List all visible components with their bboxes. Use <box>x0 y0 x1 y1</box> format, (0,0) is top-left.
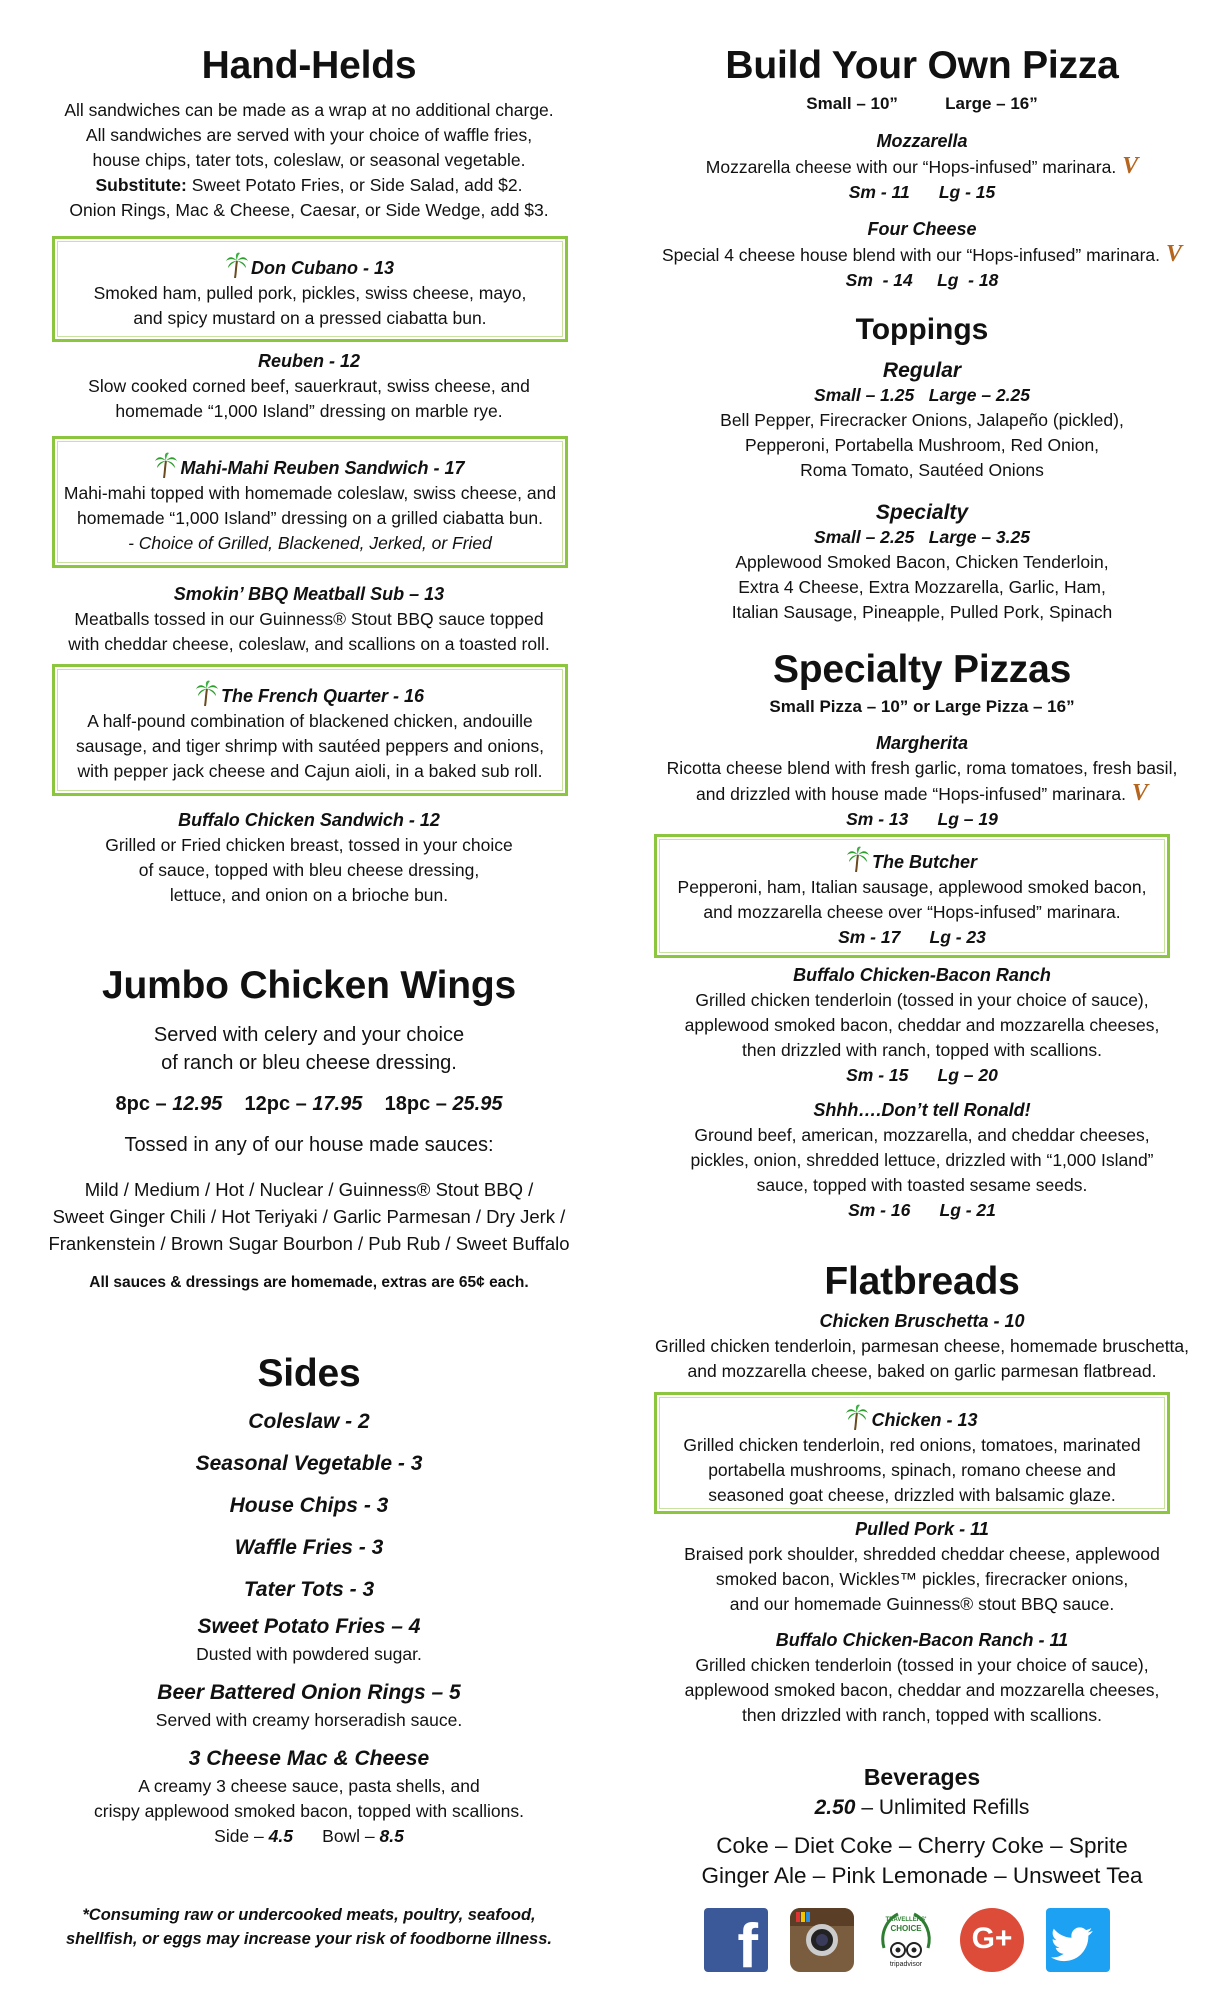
mac-side-label: Side – <box>214 1826 269 1846</box>
item-desc: Grilled chicken tenderloin (tossed in your choice of sauce), <box>695 990 1149 1010</box>
side-sweet-potato <box>0 1612 618 1667</box>
featured-box-chicken-flatbread <box>654 1392 1170 1514</box>
item-desc: lettuce, and onion on a brioche bun. <box>169 885 449 905</box>
beverages-title: Beverages <box>863 1764 981 1790</box>
side-onion-rings <box>0 1678 618 1733</box>
item-desc: Braised pork shoulder, shredded cheddar cheese, applewood <box>684 1544 1160 1564</box>
flatbread-pulled-pork <box>630 1517 1214 1617</box>
side-item: Seasonal Vegetable - 3 <box>195 1452 423 1475</box>
palm-tree-icon <box>155 452 177 478</box>
item-desc: Ricotta cheese blend with fresh garlic, roma tomatoes, fresh basil, <box>666 758 1178 778</box>
wing-size-label: 18pc – <box>384 1093 453 1115</box>
toppings-regular <box>630 358 1214 483</box>
pizza-buffalo-ranch <box>630 963 1214 1088</box>
item-desc: and drizzled with house made “Hops-infused” marinara. <box>696 784 1126 804</box>
twitter-icon[interactable] <box>1046 1908 1110 1972</box>
item-desc: homemade “1,000 Island” dressing on a grilled ciabatta bun. <box>77 508 543 528</box>
item-name: Mozzarella <box>876 131 968 151</box>
vegetarian-icon: V <box>1166 241 1183 267</box>
sides-title: Sides <box>257 1352 361 1395</box>
item-desc: Slow cooked corned beef, sauerkraut, swiss cheese, and <box>88 376 530 396</box>
byo-title: Build Your Own Pizza <box>725 44 1119 87</box>
item-name: Margherita <box>875 733 969 753</box>
mac-side-price: 4.5 <box>268 1826 293 1846</box>
item-name: Shhh….Don’t tell Ronald! <box>813 1100 1031 1120</box>
topping-list: Roma Tomato, Sautéed Onions <box>800 460 1044 480</box>
item-desc: sauce, topped with toasted sesame seeds. <box>756 1175 1088 1195</box>
item-desc: Grilled chicken tenderloin, parmesan cheese, homemade bruschetta, <box>654 1336 1190 1356</box>
byo-mozzarella <box>630 129 1214 205</box>
handhelds-title: Hand-Helds <box>201 44 417 87</box>
side-item: Beer Battered Onion Rings – 5 <box>157 1681 461 1704</box>
topping-list: Italian Sausage, Pineapple, Pulled Pork, Spinach <box>731 602 1113 622</box>
toppings-title: Toppings <box>855 313 989 346</box>
item-price: Sm - 15 Lg – 20 <box>846 1065 998 1085</box>
wings-note: All sauces & dressings are homemade, extras are 65¢ each. <box>89 1274 529 1291</box>
item-desc: smoked bacon, Wickles™ pickles, firecracker onions, <box>715 1569 1129 1589</box>
item-desc: Ground beef, american, mozzarella, and cheddar cheeses, <box>694 1125 1150 1145</box>
beverages-price: 2.50 <box>814 1796 856 1819</box>
wings-sauces <box>0 1176 618 1257</box>
tripadvisor-label: CHOICE <box>890 1924 922 1933</box>
item-name: Reuben - 12 <box>257 351 361 371</box>
side-item: 3 Cheese Mac & Cheese <box>188 1747 430 1770</box>
item-name: Chicken Bruschetta - 10 <box>819 1311 1025 1331</box>
substitute-line <box>0 173 618 198</box>
side-item: Waffle Fries - 3 <box>234 1536 384 1559</box>
intro-line: All sandwiches are served with your choice of waffle fries, <box>85 125 533 145</box>
item-desc: Grilled chicken tenderloin, red onions, tomatoes, marinated <box>683 1435 1141 1455</box>
topping-group-name: Regular <box>882 359 962 382</box>
item-desc: sausage, and tiger shrimp with sautéed peppers and onions, <box>76 736 544 756</box>
item-name: Buffalo Chicken-Bacon Ranch <box>793 965 1051 985</box>
side-desc: Served with creamy horseradish sauce. <box>155 1710 463 1730</box>
wing-size-price: 25.95 <box>452 1093 503 1115</box>
specialty-sizes: Small Pizza – 10” or Large Pizza – 16” <box>769 697 1075 716</box>
item-desc: pickles, onion, shredded lettuce, drizzled with “1,000 Island” <box>690 1150 1154 1170</box>
wing-size-price: 17.95 <box>312 1093 363 1115</box>
item-desc: with cheddar cheese, coleslaw, and scallions on a toasted roll. <box>68 634 550 654</box>
sides-list <box>0 1401 618 1611</box>
item-name: Four Cheese <box>867 219 977 239</box>
side-item: Coleslaw - 2 <box>248 1410 370 1433</box>
toppings-specialty <box>630 500 1214 625</box>
facebook-icon[interactable] <box>704 1908 768 1972</box>
tripadvisor-label: TRAVELLERS' <box>885 1917 927 1923</box>
item-price: Sm - 16 Lg - 21 <box>848 1200 996 1220</box>
item-desc: with pepper jack cheese and Cajun aioli, in a baked sub roll. <box>77 761 543 781</box>
topping-group-price: Small – 2.25 Large – 3.25 <box>814 527 1030 547</box>
wings-title: Jumbo Chicken Wings <box>101 964 517 1007</box>
sauce-line: Mild / Medium / Hot / Nuclear / Guinness® Stout BBQ / <box>84 1179 534 1200</box>
item-desc: of sauce, topped with bleu cheese dressing, <box>138 860 480 880</box>
wings-served <box>0 1021 618 1077</box>
side-item: House Chips - 3 <box>229 1494 389 1517</box>
wings-served-line: Served with celery and your choice <box>153 1024 465 1046</box>
item-desc: Smoked ham, pulled pork, pickles, swiss cheese, mayo, <box>93 283 527 303</box>
item-name: The Butcher <box>871 852 977 872</box>
featured-box-don-cubano <box>52 236 568 342</box>
item-name: Buffalo Chicken-Bacon Ranch - 11 <box>775 1630 1069 1650</box>
specialty-title: Specialty Pizzas <box>772 648 1072 691</box>
item-desc: homemade “1,000 Island” dressing on marble rye. <box>115 401 503 421</box>
mac-bowl-label: Bowl – <box>322 1826 380 1846</box>
item-desc: Mozzarella cheese with our “Hops-infused” marinara. <box>705 157 1117 177</box>
item-desc: applewood smoked bacon, cheddar and mozzarella cheeses, <box>684 1680 1160 1700</box>
topping-list: Extra 4 Cheese, Extra Mozzarella, Garlic, Ham, <box>738 577 1106 597</box>
item-desc: A half-pound combination of blackened chicken, andouille <box>87 711 533 731</box>
flatbread-bruschetta <box>630 1309 1214 1384</box>
sauce-line: Frankenstein / Brown Sugar Bourbon / Pub Rub / Sweet Buffalo <box>48 1233 570 1254</box>
side-desc: Dusted with powdered sugar. <box>196 1644 422 1664</box>
item-name: Mahi-Mahi Reuben Sandwich - 17 <box>180 458 465 478</box>
topping-group-price: Small – 1.25 Large – 2.25 <box>814 385 1030 405</box>
side-desc: A creamy 3 cheese sauce, pasta shells, and <box>138 1776 480 1796</box>
item-name: Don Cubano - 13 <box>251 258 394 278</box>
featured-box-mahi-mahi <box>52 436 568 568</box>
disclaimer <box>0 1903 618 1951</box>
beverages-price-line <box>630 1793 1214 1823</box>
substitute-line-2: Onion Rings, Mac & Cheese, Caesar, or Side Wedge, add $3. <box>69 200 549 220</box>
item-desc: and our homemade Guinness® stout BBQ sauce. <box>729 1594 1115 1614</box>
vegetarian-icon: V <box>1131 780 1148 806</box>
beverages-list: Ginger Ale – Pink Lemonade – Unsweet Tea <box>701 1863 1143 1888</box>
topping-list: Pepperoni, Portabella Mushroom, Red Onion, <box>744 435 1100 455</box>
item-name: The French Quarter - 16 <box>220 686 425 706</box>
item-desc: and spicy mustard on a pressed ciabatta bun. <box>133 308 487 328</box>
disclaimer-line: shellfish, or eggs may increase your risk of foodborne illness. <box>66 1930 552 1948</box>
wings-served-line: of ranch or bleu cheese dressing. <box>161 1052 457 1074</box>
tripadvisor-icon[interactable] <box>874 1908 938 1972</box>
item-buffalo-sandwich <box>0 808 618 908</box>
item-desc: applewood smoked bacon, cheddar and mozzarella cheeses, <box>684 1015 1160 1035</box>
instagram-icon[interactable] <box>790 1908 854 1972</box>
intro-line: All sandwiches can be made as a wrap at no additional charge. <box>64 100 554 120</box>
palm-tree-icon <box>846 1404 868 1430</box>
palm-tree-icon <box>196 680 218 706</box>
mac-bowl-price: 8.5 <box>379 1826 404 1846</box>
featured-box-butcher <box>654 834 1170 958</box>
item-name: Buffalo Chicken Sandwich - 12 <box>178 810 440 830</box>
pizza-ronald <box>630 1098 1214 1223</box>
beverages <box>630 1761 1214 1891</box>
item-name: Smokin’ BBQ Meatball Sub – 13 <box>173 584 445 604</box>
featured-box-french-quarter <box>52 664 568 796</box>
item-note: - Choice of Grilled, Blackened, Jerked, or Fried <box>128 533 492 553</box>
palm-tree-icon <box>847 846 869 872</box>
wings-tossed: Tossed in any of our house made sauces: <box>124 1134 494 1156</box>
item-desc: Grilled or Fried chicken breast, tossed in your choice <box>105 835 513 855</box>
intro-line: house chips, tater tots, coleslaw, or seasonal vegetable. <box>92 150 526 170</box>
item-desc: then drizzled with ranch, topped with scallions. <box>742 1705 1102 1725</box>
beverages-list: Coke – Diet Coke – Cherry Coke – Sprite <box>716 1833 1128 1858</box>
item-desc: Grilled chicken tenderloin (tossed in your choice of sauce), <box>695 1655 1149 1675</box>
item-name: Pulled Pork - 11 <box>855 1519 989 1539</box>
item-meatball-sub <box>0 582 618 657</box>
mac-prices <box>0 1824 618 1849</box>
tripadvisor-brand: tripadvisor <box>889 1961 923 1968</box>
item-desc: portabella mushrooms, spinach, romano cheese and <box>708 1460 1116 1480</box>
handhelds-intro <box>0 98 618 223</box>
palm-tree-icon <box>226 252 248 278</box>
item-desc: seasoned goat cheese, drizzled with balsamic glaze. <box>708 1485 1116 1505</box>
item-desc: then drizzled with ranch, topped with scallions. <box>742 1040 1102 1060</box>
beverages-refills: – Unlimited Refills <box>855 1796 1030 1819</box>
flatbread-buffalo-ranch <box>630 1628 1214 1728</box>
vegetarian-icon: V <box>1122 153 1139 179</box>
sauce-line: Sweet Ginger Chili / Hot Teriyaki / Garlic Parmesan / Dry Jerk / <box>52 1206 566 1227</box>
topping-list: Applewood Smoked Bacon, Chicken Tenderloin, <box>735 552 1109 572</box>
side-item: Sweet Potato Fries – 4 <box>197 1615 421 1638</box>
byo-four-cheese <box>630 217 1214 293</box>
item-name: Chicken - 13 <box>871 1410 978 1430</box>
substitute-text: Sweet Potato Fries, or Side Salad, add $2. <box>186 175 523 195</box>
topping-list: Bell Pepper, Firecracker Onions, Jalapeño (pickled), <box>720 410 1124 430</box>
item-desc: and mozzarella cheese over “Hops-infused” marinara. <box>703 902 1121 922</box>
topping-group-name: Specialty <box>875 501 969 524</box>
google-plus-label: G+ <box>971 1922 1013 1955</box>
facebook-letter: f <box>737 1912 758 1972</box>
item-reuben <box>0 349 618 424</box>
substitute-label: Substitute: <box>95 175 187 195</box>
wing-size-label: 8pc – <box>115 1093 173 1115</box>
item-price: Sm - 17 Lg - 23 <box>838 927 986 947</box>
item-desc: Meatballs tossed in our Guinness® Stout BBQ sauce topped <box>74 609 544 629</box>
wing-size-price: 12.95 <box>172 1093 223 1115</box>
side-desc: crispy applewood smoked bacon, topped with scallions. <box>94 1801 524 1821</box>
item-desc: Mahi-mahi topped with homemade coleslaw, swiss cheese, and <box>63 483 557 503</box>
item-price: Sm - 13 Lg – 19 <box>846 809 998 829</box>
pizza-margherita <box>630 731 1214 832</box>
wing-size-label: 12pc – <box>244 1093 313 1115</box>
item-desc: Special 4 cheese house blend with our “Hops-infused” marinara. <box>661 245 1161 265</box>
disclaimer-line: *Consuming raw or undercooked meats, poultry, seafood, <box>82 1906 536 1924</box>
wings-sizes <box>0 1090 618 1118</box>
item-price: Sm - 14 Lg - 18 <box>845 270 999 290</box>
google-plus-icon[interactable] <box>960 1908 1024 1972</box>
item-price: Sm - 11 Lg - 15 <box>848 182 996 202</box>
item-desc: Pepperoni, ham, Italian sausage, applewood smoked bacon, <box>677 877 1147 897</box>
item-desc: and mozzarella cheese, baked on garlic parmesan flatbread. <box>687 1361 1157 1381</box>
byo-sizes: Small – 10” Large – 16” <box>806 94 1038 113</box>
side-item: Tater Tots - 3 <box>243 1578 375 1601</box>
side-mac-cheese <box>0 1744 618 1849</box>
flatbreads-title: Flatbreads <box>824 1260 1020 1303</box>
